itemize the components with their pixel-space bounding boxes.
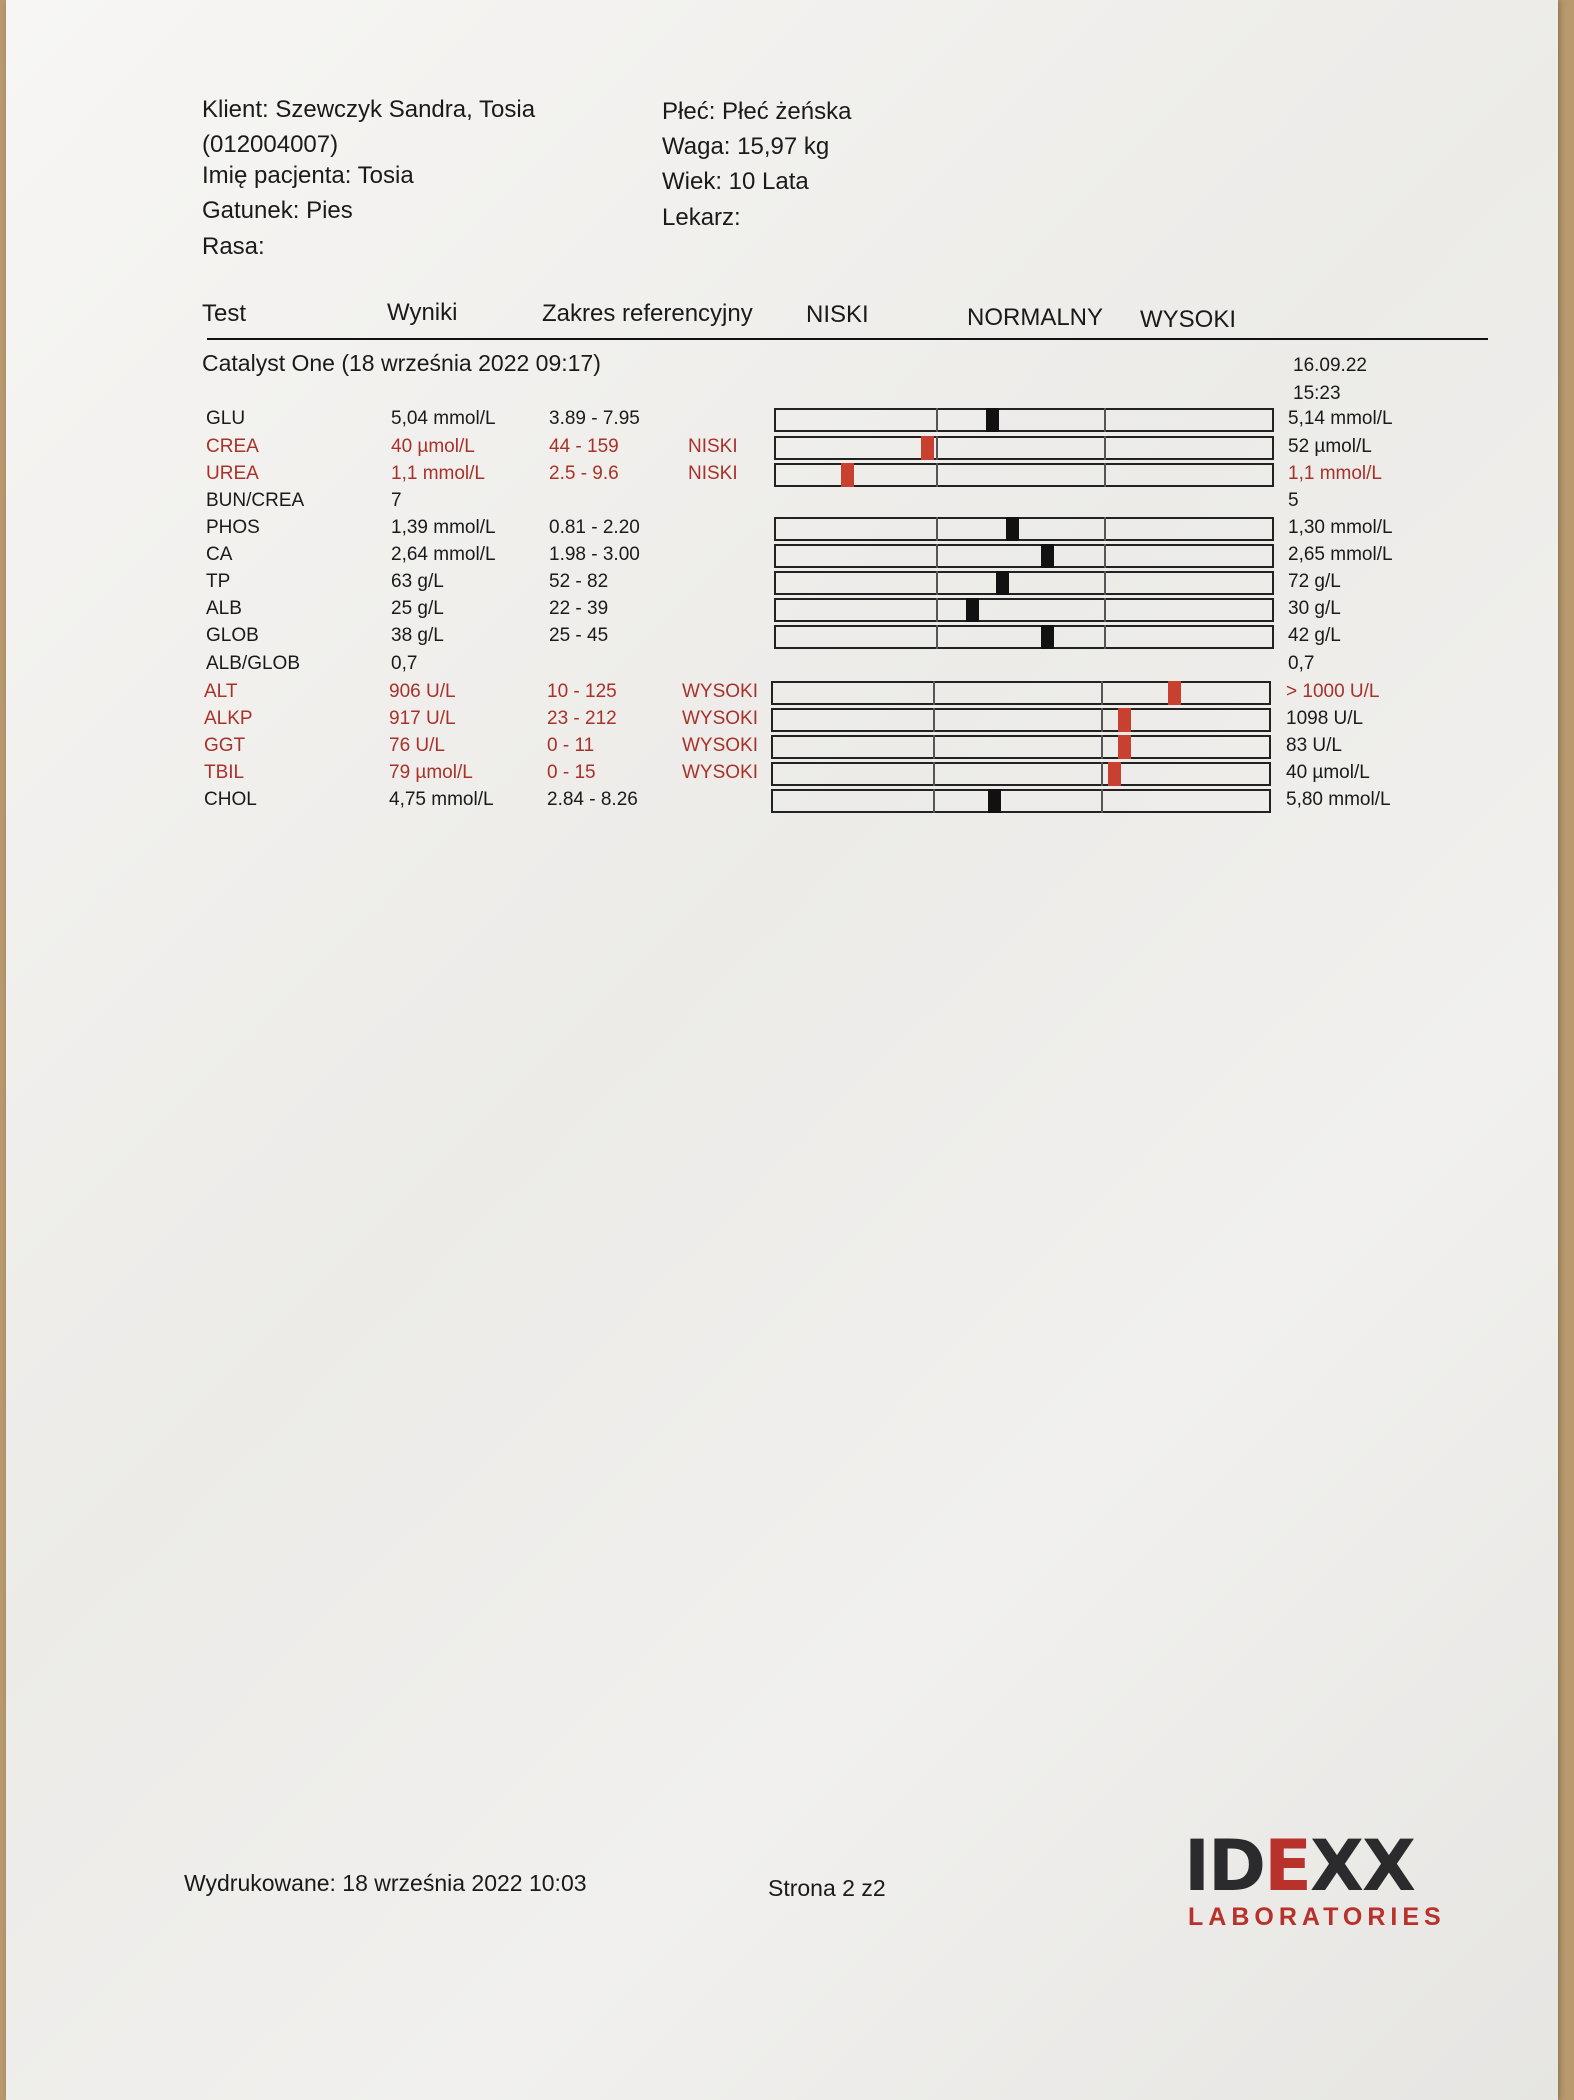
test-result: 1,39 mmol/L bbox=[391, 517, 496, 538]
range-bar bbox=[774, 625, 1274, 649]
previous-result: 2,65 mmol/L bbox=[1288, 544, 1393, 565]
reference-range: 52 - 82 bbox=[549, 571, 609, 592]
range-divider bbox=[936, 598, 938, 622]
range-divider bbox=[1101, 762, 1103, 786]
column-normal: NORMALNY bbox=[967, 304, 1104, 331]
printed-date: Wydrukowane: 18 września 2022 10:03 bbox=[184, 1870, 587, 1896]
result-marker bbox=[1108, 762, 1121, 786]
result-marker bbox=[1041, 544, 1054, 568]
section-title: Catalyst One (18 września 2022 09:17) bbox=[202, 350, 601, 376]
test-result: 0,7 bbox=[391, 653, 418, 674]
previous-result: 5,80 mmol/L bbox=[1286, 789, 1391, 810]
reference-range: 0.81 - 2.20 bbox=[549, 517, 640, 538]
test-name: GGT bbox=[204, 735, 246, 756]
range-divider bbox=[1101, 681, 1103, 705]
reference-range: 0 - 15 bbox=[547, 762, 596, 783]
test-result: 63 g/L bbox=[391, 571, 444, 592]
range-divider bbox=[1104, 517, 1106, 541]
reference-range: 2.84 - 8.26 bbox=[547, 789, 638, 810]
result-flag: WYSOKI bbox=[682, 735, 759, 756]
idexx-logo bbox=[1184, 1825, 1446, 1932]
previous-time: 15:23 bbox=[1293, 383, 1341, 404]
range-divider bbox=[1104, 598, 1106, 622]
range-divider bbox=[933, 762, 935, 786]
result-flag: WYSOKI bbox=[682, 708, 759, 729]
range-bar bbox=[771, 789, 1271, 813]
range-divider bbox=[933, 708, 935, 732]
reference-range: 2.5 - 9.6 bbox=[549, 463, 619, 484]
test-name: BUN/CREA bbox=[206, 490, 305, 511]
range-divider bbox=[1104, 408, 1106, 432]
weight: Waga: 15,97 kg bbox=[662, 133, 830, 160]
logo-subtitle: LABORATORIES bbox=[1188, 1903, 1446, 1931]
logo-part-2: E bbox=[1264, 1825, 1310, 1907]
column-results: Wyniki bbox=[387, 299, 458, 326]
result-flag: NISKI bbox=[688, 463, 738, 484]
test-name: PHOS bbox=[206, 517, 260, 538]
previous-result: 0,7 bbox=[1288, 653, 1315, 674]
range-divider bbox=[936, 544, 938, 568]
test-name: CREA bbox=[206, 436, 259, 457]
test-result: 1,1 mmol/L bbox=[391, 463, 485, 484]
range-bar bbox=[774, 598, 1274, 622]
previous-result: 83 U/L bbox=[1286, 735, 1342, 756]
range-bar bbox=[774, 544, 1274, 568]
result-flag: WYSOKI bbox=[682, 762, 759, 783]
test-result: 5,04 mmol/L bbox=[391, 408, 496, 429]
doctor: Lekarz: bbox=[662, 204, 741, 231]
reference-range: 3.89 - 7.95 bbox=[549, 408, 640, 429]
result-flag: WYSOKI bbox=[682, 681, 759, 702]
test-name: CHOL bbox=[204, 789, 257, 810]
test-result: 38 g/L bbox=[391, 625, 444, 646]
test-result: 25 g/L bbox=[391, 598, 444, 619]
previous-result: 40 µmol/L bbox=[1286, 762, 1370, 783]
result-marker bbox=[1118, 735, 1131, 759]
test-result: 4,75 mmol/L bbox=[389, 789, 494, 810]
test-name: ALB/GLOB bbox=[206, 653, 300, 674]
column-test: Test bbox=[202, 300, 247, 327]
column-high: WYSOKI bbox=[1140, 306, 1237, 333]
range-bar bbox=[771, 735, 1271, 759]
reference-range: 0 - 11 bbox=[547, 735, 595, 756]
range-divider bbox=[1104, 436, 1106, 460]
range-bar bbox=[774, 463, 1274, 487]
test-name: TBIL bbox=[204, 762, 245, 783]
range-divider bbox=[936, 625, 938, 649]
range-divider bbox=[936, 571, 938, 595]
test-result: 2,64 mmol/L bbox=[391, 544, 496, 565]
logo-part-1: ID bbox=[1184, 1825, 1265, 1907]
species: Gatunek: Pies bbox=[202, 197, 353, 224]
result-marker bbox=[1041, 625, 1054, 649]
range-bar bbox=[771, 762, 1271, 786]
logo-part-3: XX bbox=[1309, 1825, 1414, 1907]
range-bar bbox=[771, 681, 1271, 705]
test-name: UREA bbox=[206, 463, 259, 484]
result-marker bbox=[988, 789, 1001, 813]
result-marker bbox=[986, 408, 999, 432]
range-bar bbox=[774, 571, 1274, 595]
age: Wiek: 10 Lata bbox=[662, 168, 809, 195]
reference-range: 1.98 - 3.00 bbox=[549, 544, 640, 565]
range-divider bbox=[1101, 708, 1103, 732]
test-name: CA bbox=[206, 544, 233, 565]
range-bar bbox=[774, 517, 1274, 541]
test-name: ALB bbox=[206, 598, 242, 619]
range-bar bbox=[774, 408, 1274, 432]
header-divider bbox=[207, 338, 1488, 340]
previous-result: 5 bbox=[1288, 490, 1299, 511]
test-result: 906 U/L bbox=[389, 681, 456, 702]
reference-range: 23 - 212 bbox=[547, 708, 617, 729]
range-divider bbox=[936, 436, 938, 460]
reference-range: 22 - 39 bbox=[549, 598, 609, 619]
test-result: 917 U/L bbox=[389, 708, 456, 729]
range-divider bbox=[1104, 625, 1106, 649]
patient-name: Imię pacjenta: Tosia bbox=[202, 162, 414, 189]
breed: Rasa: bbox=[202, 233, 265, 260]
range-divider bbox=[1104, 571, 1106, 595]
test-name: TP bbox=[206, 571, 231, 592]
test-name: GLOB bbox=[206, 625, 259, 646]
range-divider bbox=[1101, 735, 1103, 759]
test-result: 7 bbox=[391, 490, 402, 511]
previous-result: 1,1 mmol/L bbox=[1288, 463, 1382, 484]
result-marker bbox=[1006, 517, 1019, 541]
previous-result: 5,14 mmol/L bbox=[1288, 408, 1393, 429]
client-id: (012004007) bbox=[202, 131, 339, 158]
result-flag: NISKI bbox=[688, 436, 738, 457]
test-name: ALT bbox=[204, 681, 238, 702]
range-bar bbox=[774, 436, 1274, 460]
result-marker bbox=[921, 436, 934, 460]
previous-result: 72 g/L bbox=[1288, 571, 1341, 592]
test-result: 79 µmol/L bbox=[389, 762, 473, 783]
previous-date: 16.09.22 bbox=[1293, 355, 1367, 376]
test-name: GLU bbox=[206, 408, 246, 429]
sex: Płeć: Płeć żeńska bbox=[662, 98, 852, 125]
page-number: Strona 2 z2 bbox=[768, 1875, 886, 1901]
previous-result: 30 g/L bbox=[1288, 598, 1341, 619]
range-bar bbox=[771, 708, 1271, 732]
previous-result: 42 g/L bbox=[1288, 625, 1341, 646]
logo-wordmark bbox=[1184, 1825, 1446, 1907]
test-result: 40 µmol/L bbox=[391, 436, 475, 457]
range-divider bbox=[933, 681, 935, 705]
previous-result: 1098 U/L bbox=[1286, 708, 1364, 729]
result-marker bbox=[1118, 708, 1131, 732]
report-page bbox=[6, 0, 1558, 2100]
range-divider bbox=[1101, 789, 1103, 813]
range-divider bbox=[933, 735, 935, 759]
reference-range: 44 - 159 bbox=[549, 436, 619, 457]
column-low: NISKI bbox=[806, 301, 869, 328]
range-divider bbox=[936, 408, 938, 432]
result-marker bbox=[841, 463, 854, 487]
result-marker bbox=[996, 571, 1009, 595]
result-marker bbox=[1168, 681, 1181, 705]
result-marker bbox=[966, 598, 979, 622]
reference-range: 25 - 45 bbox=[549, 625, 609, 646]
previous-result: 52 µmol/L bbox=[1288, 436, 1372, 457]
test-result: 76 U/L bbox=[389, 735, 445, 756]
previous-result: 1,30 mmol/L bbox=[1288, 517, 1393, 538]
column-reference: Zakres referencyjny bbox=[542, 300, 753, 327]
range-divider bbox=[1104, 544, 1106, 568]
range-divider bbox=[936, 517, 938, 541]
range-divider bbox=[936, 463, 938, 487]
range-divider bbox=[1104, 463, 1106, 487]
test-name: ALKP bbox=[204, 708, 253, 729]
reference-range: 10 - 125 bbox=[547, 681, 617, 702]
previous-result: > 1000 U/L bbox=[1286, 681, 1380, 702]
range-divider bbox=[933, 789, 935, 813]
client-name: Klient: Szewczyk Sandra, Tosia bbox=[202, 96, 536, 123]
